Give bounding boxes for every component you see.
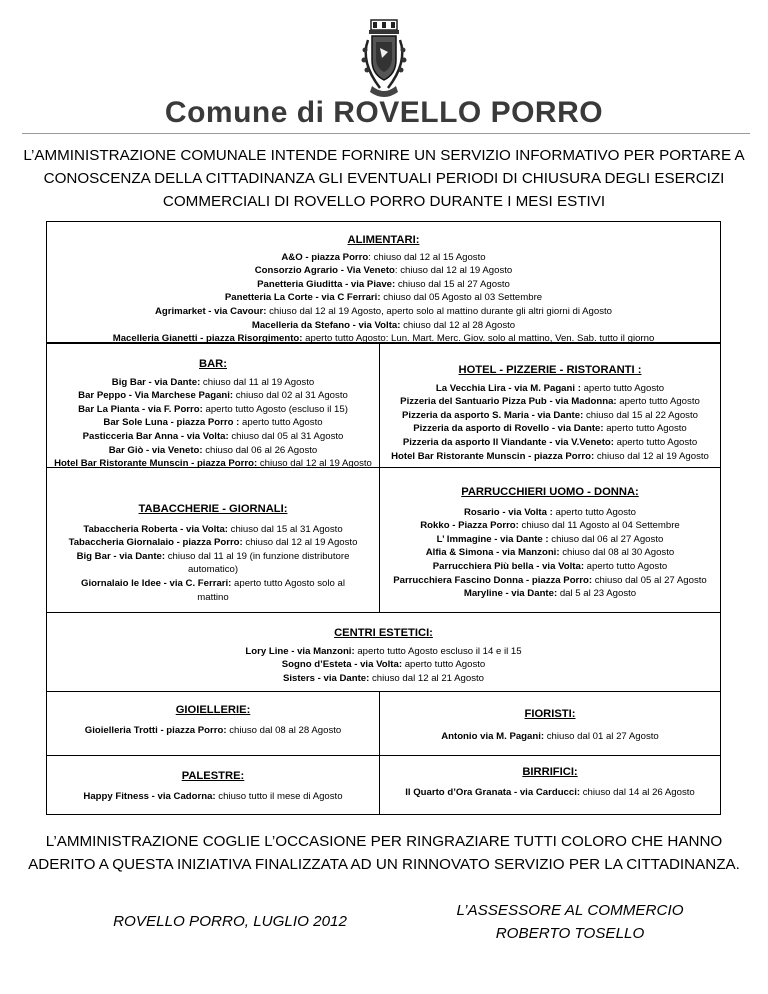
shop-entry bbox=[47, 264, 720, 278]
shop-entry bbox=[47, 376, 379, 390]
shop-hours: automatico) bbox=[187, 564, 239, 576]
shop-hours: chiuso dal 01 al 27 Agosto bbox=[544, 730, 659, 742]
section-parrucchieri bbox=[379, 467, 721, 613]
section-title: TABACCHERIE - GIORNALI: bbox=[138, 503, 288, 515]
shop-list bbox=[67, 523, 359, 605]
shop-name: Maryline - via Dante: bbox=[463, 588, 558, 600]
shop-entry bbox=[47, 251, 720, 265]
shop-hours: chiuso dal 14 al 26 Agosto bbox=[580, 786, 695, 798]
shop-hours: chiuso dal 12 al 28 Agosto bbox=[400, 319, 516, 331]
shop-entry bbox=[47, 305, 720, 319]
shop-hours: aperto tutto Agosto escluso il 14 e il 15 bbox=[354, 645, 522, 657]
shop-name: Hotel Bar Ristorante Munscin - piazza Porro: bbox=[54, 458, 258, 470]
section-title: BAR: bbox=[199, 358, 227, 370]
shop-name: Parrucchiera Fascino Donna - piazza Porro: bbox=[393, 574, 593, 586]
shop-list bbox=[47, 790, 379, 804]
section-title: ALIMENTARI: bbox=[347, 234, 420, 246]
section-hotel-pizzerie-ristoranti bbox=[379, 343, 721, 468]
shop-list bbox=[380, 506, 720, 601]
shop-entry bbox=[380, 506, 720, 520]
shop-name: A&O - piazza Porro bbox=[281, 251, 369, 263]
shop-name: Macelleria Gianetti - piazza Risorgimento: bbox=[112, 333, 303, 345]
shop-entry bbox=[380, 422, 720, 436]
shop-entry bbox=[47, 403, 379, 417]
shop-name: Il Quarto d’Ora Granata - via Carducci: bbox=[405, 786, 581, 798]
shop-hours: : chiuso dal 12 al 15 Agosto bbox=[368, 251, 486, 263]
shop-hours: chiuso dal 12 al 19 Agosto bbox=[257, 458, 372, 470]
shop-hours: chiuso dal 06 al 26 Agosto bbox=[202, 444, 318, 456]
municipal-coat-of-arms-icon bbox=[354, 18, 414, 102]
section-centri-estetici bbox=[46, 612, 721, 692]
shop-entry bbox=[380, 382, 720, 396]
section-title: CENTRI ESTETICI: bbox=[334, 627, 433, 639]
shop-entry bbox=[67, 577, 359, 604]
shop-entry bbox=[47, 790, 379, 804]
shop-name: Big Bar - via Dante: bbox=[76, 550, 166, 562]
shop-entry bbox=[47, 724, 379, 738]
shop-entry bbox=[47, 389, 379, 403]
shop-hours: chiuso dal 11 al 19 (in funzione distributore bbox=[165, 550, 350, 562]
shop-entry bbox=[380, 409, 720, 423]
closing-line: ADERITO A QUESTA INIZIATIVA FINALIZZATA AD UN RINNOVATO SERVIZIO PER LA CITTADINANZA. bbox=[28, 856, 740, 873]
shop-name: Sisters - via Dante: bbox=[282, 672, 370, 684]
closing-text bbox=[0, 830, 768, 876]
shop-name: Happy Fitness - via Cadorna: bbox=[83, 790, 216, 802]
section-alimentari bbox=[46, 221, 721, 343]
shop-list bbox=[47, 724, 379, 738]
shop-name: Lory Line - via Manzoni: bbox=[245, 645, 355, 657]
shop-hours: aperto tutto Agosto solo al mattino bbox=[197, 577, 345, 603]
shop-hours: chiuso dal 15 al 27 Agosto bbox=[395, 278, 510, 290]
shop-name: Rokko - Piazza Porro: bbox=[420, 520, 519, 532]
shop-entry bbox=[380, 560, 720, 574]
shop-entry bbox=[380, 546, 720, 560]
page-title: Comune di ROVELLO PORRO bbox=[164, 96, 604, 129]
shop-entry bbox=[47, 291, 720, 305]
shop-hours: chiuso dal 06 al 27 Agosto bbox=[548, 533, 664, 545]
shop-hours: : chiuso dal 12 al 19 Agosto bbox=[394, 265, 513, 277]
divider bbox=[22, 133, 750, 134]
shop-hours: aperto tutto Agosto bbox=[584, 560, 668, 572]
shop-name: Big Bar - via Dante: bbox=[111, 376, 201, 388]
shop-entry bbox=[380, 436, 720, 450]
shop-name: Panetteria Giuditta - via Piave: bbox=[257, 278, 396, 290]
shop-hours: chiuso dal 12 al 19 Agosto, aperto solo al mattino durante gli altri giorni di Agosto bbox=[266, 305, 613, 317]
shop-name: Pasticceria Bar Anna - via Volta: bbox=[82, 430, 229, 442]
shop-name: Pizzeria da asporto Il Viandante - via V.Veneto: bbox=[402, 436, 614, 448]
shop-list bbox=[47, 376, 379, 471]
shop-name: L’ Immagine - via Dante : bbox=[436, 533, 549, 545]
shop-name: Sogno d’Esteta - via Volta: bbox=[281, 659, 403, 671]
shop-name: Hotel Bar Ristorante Munscin - piazza Porro: bbox=[391, 450, 595, 462]
section-bar bbox=[46, 343, 380, 468]
shop-name: Alfia & Simona - via Manzoni: bbox=[425, 547, 560, 559]
shop-list bbox=[47, 251, 720, 346]
section-gioiellerie bbox=[46, 691, 380, 756]
intro-line: COMMERCIALI DI ROVELLO PORRO DURANTE I MESI ESTIVI bbox=[162, 193, 606, 210]
shop-entry bbox=[47, 672, 720, 686]
place-date: ROVELLO PORRO, LUGLIO 2012 bbox=[113, 913, 347, 930]
shop-entry bbox=[380, 574, 720, 588]
shop-name: Bar La Pianta - via F. Porro: bbox=[78, 403, 203, 415]
shop-name: Bar Peppo - Via Marchese Pagani: bbox=[78, 390, 234, 402]
intro-line: CONOSCENZA DELLA CITTADINANZA GLI EVENTUALI PERIODI DI CHIUSURA DEGLI ESERCIZI bbox=[43, 170, 725, 187]
shop-hours: chiuso dal 08 al 30 Agosto bbox=[559, 547, 675, 559]
shop-hours: aperto tutto Agosto (escluso il 15) bbox=[202, 403, 348, 415]
shop-entry bbox=[47, 416, 379, 430]
shop-name: Pizzeria del Santuario Pizza Pub - via Madonna: bbox=[400, 396, 617, 408]
shop-list bbox=[380, 786, 720, 800]
shop-hours: aperto tutto Agosto bbox=[239, 417, 323, 429]
shop-hours: dal 5 al 23 Agosto bbox=[557, 588, 637, 600]
shop-entry bbox=[380, 519, 720, 533]
shop-entry bbox=[380, 730, 720, 744]
shop-name: La Vecchia Lira - via M. Pagani : bbox=[435, 382, 581, 394]
signature-name: ROBERTO TOSELLO bbox=[495, 925, 645, 942]
shop-entry bbox=[47, 430, 379, 444]
shop-hours: chiuso dal 05 al 31 Agosto bbox=[228, 430, 344, 442]
shop-hours: chiuso dal 05 al 27 Agosto bbox=[592, 574, 707, 586]
shop-hours: chiuso dal 12 al 19 Agosto bbox=[242, 537, 358, 549]
shop-hours: aperto tutto Agosto bbox=[402, 659, 486, 671]
section-tabaccherie-giornali bbox=[46, 467, 380, 613]
shop-entry bbox=[67, 536, 359, 550]
shop-hours: chiuso dal 15 al 22 Agosto bbox=[583, 409, 698, 421]
shop-list bbox=[380, 730, 720, 744]
section-palestre bbox=[46, 755, 380, 815]
section-title: PALESTRE: bbox=[181, 770, 245, 782]
section-title: PARRUCCHIERI UOMO - DONNA: bbox=[461, 486, 639, 498]
shop-hours: aperto tutto Agosto bbox=[580, 382, 665, 394]
shop-entry bbox=[380, 395, 720, 409]
shop-hours: aperto tutto Agosto bbox=[552, 506, 637, 518]
section-title: GIOIELLERIE: bbox=[175, 704, 251, 716]
shop-list bbox=[47, 645, 720, 686]
shop-hours: chiuso dal 05 Agosto al 03 Settembre bbox=[380, 292, 543, 304]
shop-entry bbox=[47, 658, 720, 672]
shop-entry bbox=[380, 786, 720, 800]
shop-entry bbox=[47, 319, 720, 333]
shop-hours: chiuso dal 15 al 31 Agosto bbox=[227, 523, 343, 535]
shop-name: Consorzio Agrario - Via Veneto bbox=[254, 265, 395, 277]
closing-line: L’AMMINISTRAZIONE COGLIE L’OCCASIONE PER RINGRAZIARE TUTTI COLORO CHE HANNO bbox=[45, 833, 723, 850]
shop-hours: aperto tutto Agosto: Lun. Mart. Merc. Giov. solo al mattino, Ven. Sab. tutto il giorno bbox=[302, 333, 655, 345]
shop-name: Gioielleria Trotti - piazza Porro: bbox=[84, 724, 227, 736]
shop-hours: chiuso dal 11 Agosto al 04 Settembre bbox=[518, 520, 680, 532]
intro-line: L’AMMINISTRAZIONE COMUNALE INTENDE FORNIRE UN SERVIZIO INFORMATIVO PER PORTARE A bbox=[23, 147, 745, 164]
shop-entry bbox=[47, 278, 720, 292]
shop-name: Bar Giò - via Veneto: bbox=[108, 444, 203, 456]
shop-hours: chiuso dal 12 al 21 Agosto bbox=[369, 672, 485, 684]
shop-name: Pizzeria da asporto di Rovello - via Dante: bbox=[413, 423, 604, 435]
shop-name: Tabaccheria Roberta - via Volta: bbox=[83, 523, 228, 535]
intro-text bbox=[12, 144, 756, 213]
shop-hours: chiuso dal 12 al 19 Agosto bbox=[594, 450, 709, 462]
shop-entry bbox=[47, 645, 720, 659]
section-fioristi bbox=[379, 691, 721, 756]
shop-name: Parrucchiera Più bella - via Volta: bbox=[432, 560, 585, 572]
shop-hours: aperto tutto Agosto bbox=[603, 423, 687, 435]
shop-name: Pizzeria da asporto S. Maria - via Dante: bbox=[402, 409, 584, 421]
shop-name: Tabaccheria Giornalaio - piazza Porro: bbox=[68, 537, 243, 549]
shop-list bbox=[380, 382, 720, 464]
shop-name: Macelleria da Stefano - via Volta: bbox=[251, 319, 401, 331]
shop-entry bbox=[67, 563, 359, 577]
signature-role: L’ASSESSORE AL COMMERCIO bbox=[456, 902, 684, 919]
section-title: FIORISTI: bbox=[524, 708, 576, 720]
shop-entry bbox=[47, 444, 379, 458]
shop-name: Bar Sole Luna - piazza Porro : bbox=[103, 417, 240, 429]
shop-hours: chiuso tutto il mese di Agosto bbox=[215, 790, 343, 802]
shop-hours: aperto tutto Agosto bbox=[613, 436, 698, 448]
shop-entry bbox=[67, 523, 359, 537]
section-title: HOTEL - PIZZERIE - RISTORANTI : bbox=[458, 364, 642, 376]
shop-hours: chiuso dal 02 al 31 Agosto bbox=[233, 390, 348, 402]
shop-entry bbox=[380, 533, 720, 547]
shop-name: Rosario - via Volta : bbox=[463, 506, 553, 518]
shop-hours: chiuso dal 11 al 19 Agosto bbox=[200, 376, 315, 388]
shop-entry bbox=[380, 587, 720, 601]
section-birrifici bbox=[379, 755, 721, 815]
section-title: BIRRIFICI: bbox=[522, 766, 578, 778]
shop-name: Panetteria La Corte - via C Ferrari: bbox=[224, 292, 381, 304]
shop-hours: aperto tutto Agosto bbox=[616, 396, 700, 408]
shop-name: Antonio via M. Pagani: bbox=[441, 730, 545, 742]
shop-entry bbox=[380, 450, 720, 464]
shop-name: Giornalaio le Idee - via C. Ferrari: bbox=[81, 577, 232, 589]
shop-entry bbox=[67, 550, 359, 564]
shop-hours: chiuso dal 08 al 28 Agosto bbox=[226, 724, 342, 736]
shop-name: Agrimarket - via Cavour: bbox=[154, 305, 267, 317]
